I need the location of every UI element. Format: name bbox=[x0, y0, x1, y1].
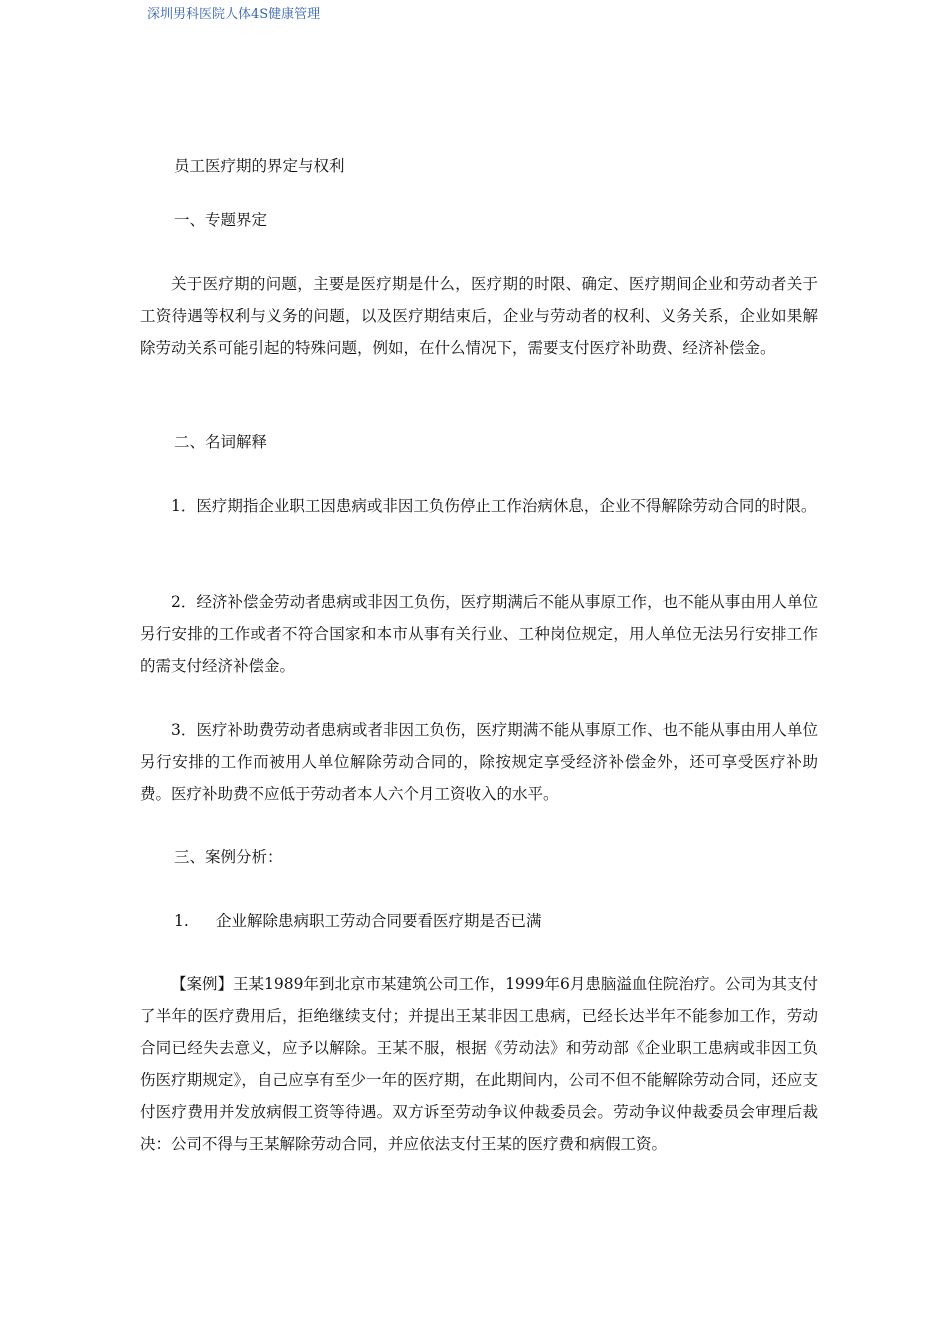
section-3-heading: 三、案例分析： bbox=[174, 848, 283, 866]
section-2-heading: 二、名词解释 bbox=[174, 433, 268, 451]
definition-item-1: 1．医疗期指企业职工因患病或非因工负伤停止工作治病休息，企业不得解除劳动合同的时限。 bbox=[171, 497, 817, 515]
definition-item-2: 2．经济补偿金劳动者患病或非因工负伤，医疗期满后不能从事原工作，也不能从事由用人单位另行安排的工作或者不符合国家和本市从事有关行业、工种岗位规定，用人单位无法另行安排工作的需支付经济补偿金。 bbox=[140, 593, 818, 675]
case-item-1-text: 企业解除患病职工劳动合同要看医疗期是否已满 bbox=[216, 912, 542, 930]
case-item-1-number: 1. bbox=[174, 912, 189, 930]
case-item-1 bbox=[174, 905, 542, 937]
definition-item-3: 3．医疗补助费劳动者患病或者非因工负伤，医疗期满不能从事原工作、也不能从事由用人单位另行安排的工作而被用人单位解除劳动合同的，除按规定享受经济补偿金外，还可享受医疗补助费。医疗补助费不应低于劳动者本人六个月工资收入的水平。 bbox=[140, 721, 818, 803]
section-1-heading: 一、专题界定 bbox=[174, 211, 268, 229]
header-link[interactable]: 深圳男科医院人体4S健康管理 bbox=[147, 7, 321, 22]
case-paragraph: 【案例】王某1989年到北京市某建筑公司工作，1999年6月患脑溢血住院治疗。公司为其支付了半年的医疗费用后，拒绝继续支付；并提出王某非因工患病，已经长达半年不能参加工作，劳动合同已经失去意义，应予以解除。王某不服，根据《劳动法》和劳动部《企业职工患病或非因工负伤医疗期规定》，自己应享有至少一年的医疗期，在此期间内，公司不但不能解除劳动合同，还应支付医疗费用并发放病假工资等待遇。双方诉至劳动争议仲裁委员会。劳动争议仲裁委员会审理后裁决：公司不得与王某解除劳动合同，并应依法支付王某的医疗费和病假工资。 bbox=[140, 975, 818, 1153]
section-1-paragraph: 关于医疗期的问题，主要是医疗期是什么，医疗期的时限、确定、医疗期间企业和劳动者关于工资待遇等权利与义务的问题，以及医疗期结束后，企业与劳动者的权利、义务关系，企业如果解除劳动关系可能引起的特殊问题，例如，在什么情况下，需要支付医疗补助费、经济补偿金。 bbox=[140, 275, 818, 357]
document-title: 员工医疗期的界定与权利 bbox=[174, 157, 345, 175]
